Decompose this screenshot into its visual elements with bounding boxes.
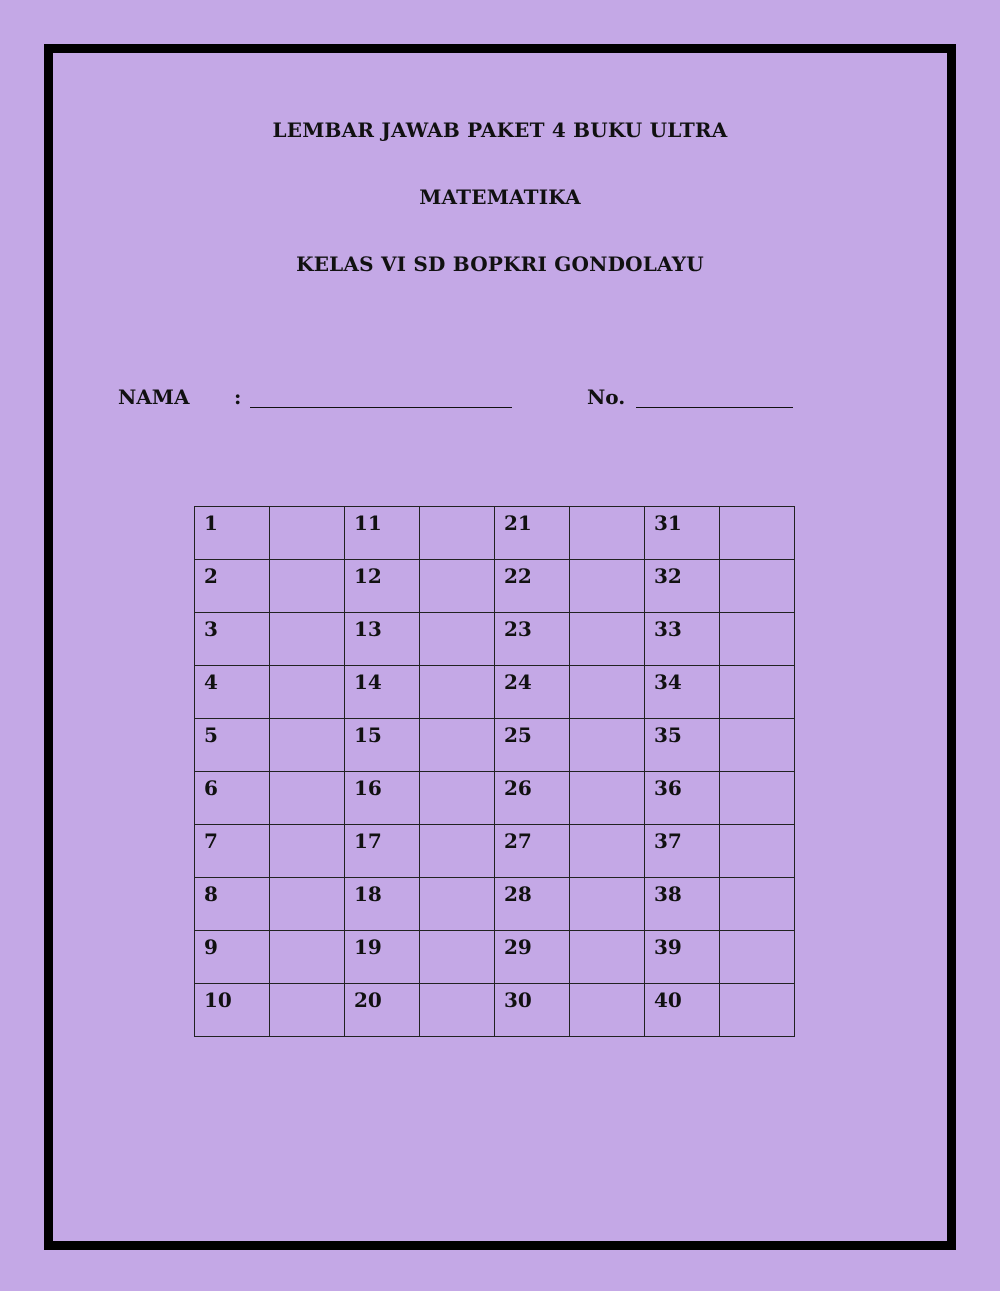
question-number: 19 [354,935,382,959]
question-number: 9 [204,935,218,959]
question-number: 35 [654,723,682,747]
question-number: 7 [204,829,218,853]
question-number: 2 [204,564,218,588]
answer-cell[interactable] [720,719,795,772]
question-number-cell [195,560,270,613]
table-row [195,560,795,613]
question-number: 17 [354,829,382,853]
answer-cell[interactable] [420,507,495,560]
question-number: 32 [654,564,682,588]
answer-cell[interactable] [270,825,345,878]
answer-cell[interactable] [570,560,645,613]
question-number-cell [345,931,420,984]
answer-cell[interactable] [270,772,345,825]
question-number-cell [195,772,270,825]
answer-cell[interactable] [270,878,345,931]
answer-cell[interactable] [570,931,645,984]
answer-cell[interactable] [270,507,345,560]
answer-grid [194,506,795,1037]
question-number-cell [195,931,270,984]
question-number: 39 [654,935,682,959]
subject-title: MATEMATIKA [419,185,581,209]
question-number-cell [645,825,720,878]
name-label: NAMA [118,385,190,409]
answer-cell[interactable] [270,931,345,984]
table-row [195,772,795,825]
question-number-cell [345,507,420,560]
question-number-cell [645,507,720,560]
question-number-cell [345,666,420,719]
question-number: 4 [204,670,218,694]
question-number: 31 [654,511,682,535]
question-number-cell [495,560,570,613]
table-row [195,719,795,772]
question-number: 38 [654,882,682,906]
name-colon: : [234,385,242,409]
number-field[interactable] [636,407,793,408]
answer-cell[interactable] [720,772,795,825]
table-row [195,984,795,1037]
question-number-cell [495,666,570,719]
answer-cell[interactable] [420,825,495,878]
answer-cell[interactable] [420,772,495,825]
question-number-cell [195,878,270,931]
question-number-cell [495,772,570,825]
question-number: 36 [654,776,682,800]
answer-cell[interactable] [570,507,645,560]
question-number-cell [195,613,270,666]
question-number-cell [645,613,720,666]
question-number-cell [195,719,270,772]
question-number: 24 [504,670,532,694]
answer-cell[interactable] [720,825,795,878]
answer-cell[interactable] [270,719,345,772]
question-number: 28 [504,882,532,906]
answer-cell[interactable] [420,666,495,719]
question-number-cell [345,772,420,825]
answer-cell[interactable] [570,825,645,878]
question-number: 14 [354,670,382,694]
answer-cell[interactable] [570,666,645,719]
question-number-cell [195,507,270,560]
table-row [195,507,795,560]
question-number-cell [645,560,720,613]
answer-cell[interactable] [420,931,495,984]
question-number: 21 [504,511,532,535]
question-number-cell [495,984,570,1037]
worksheet-title: LEMBAR JAWAB PAKET 4 BUKU ULTRA [272,118,728,142]
question-number-cell [495,878,570,931]
question-number: 22 [504,564,532,588]
question-number-cell [345,878,420,931]
question-number-cell [195,666,270,719]
question-number-cell [495,507,570,560]
question-number: 8 [204,882,218,906]
question-number-cell [645,984,720,1037]
question-number: 12 [354,564,382,588]
answer-cell[interactable] [720,984,795,1037]
answer-cell[interactable] [420,719,495,772]
answer-cell[interactable] [270,984,345,1037]
question-number-cell [345,613,420,666]
question-number: 26 [504,776,532,800]
table-row [195,825,795,878]
question-number: 29 [504,935,532,959]
question-number: 13 [354,617,382,641]
name-field[interactable] [250,407,512,408]
question-number: 11 [354,511,382,535]
answer-cell[interactable] [270,666,345,719]
answer-cell[interactable] [720,878,795,931]
class-title: KELAS VI SD BOPKRI GONDOLAYU [296,252,704,276]
question-number: 40 [654,988,682,1012]
table-row [195,878,795,931]
question-number-cell [495,825,570,878]
question-number-cell [495,719,570,772]
question-number: 16 [354,776,382,800]
answer-cell[interactable] [570,613,645,666]
question-number: 33 [654,617,682,641]
question-number-cell [645,931,720,984]
answer-cell[interactable] [720,507,795,560]
answer-cell[interactable] [420,878,495,931]
answer-cell[interactable] [420,613,495,666]
question-number: 25 [504,723,532,747]
question-number-cell [645,719,720,772]
question-number-cell [645,772,720,825]
answer-cell[interactable] [570,984,645,1037]
question-number: 5 [204,723,218,747]
question-number-cell [645,878,720,931]
answer-cell[interactable] [420,984,495,1037]
question-number-cell [345,719,420,772]
question-number-cell [345,825,420,878]
question-number-cell [495,931,570,984]
answer-cell[interactable] [570,772,645,825]
question-number: 10 [204,988,232,1012]
answer-cell[interactable] [420,560,495,613]
table-row [195,613,795,666]
answer-cell[interactable] [570,878,645,931]
question-number: 6 [204,776,218,800]
question-number: 27 [504,829,532,853]
answer-cell[interactable] [270,560,345,613]
question-number: 20 [354,988,382,1012]
answer-cell[interactable] [270,613,345,666]
question-number-cell [495,613,570,666]
question-number-cell [345,560,420,613]
answer-cell[interactable] [720,613,795,666]
answer-cell[interactable] [720,666,795,719]
question-number: 18 [354,882,382,906]
question-number: 34 [654,670,682,694]
question-number: 15 [354,723,382,747]
table-row [195,931,795,984]
table-row [195,666,795,719]
question-number: 1 [204,511,218,535]
number-label: No. [587,385,626,409]
question-number-cell [345,984,420,1037]
question-number: 30 [504,988,532,1012]
question-number-cell [195,825,270,878]
question-number-cell [195,984,270,1037]
question-number-cell [645,666,720,719]
question-number: 23 [504,617,532,641]
answer-cell[interactable] [720,931,795,984]
answer-cell[interactable] [720,560,795,613]
answer-cell[interactable] [570,719,645,772]
question-number: 3 [204,617,218,641]
question-number: 37 [654,829,682,853]
